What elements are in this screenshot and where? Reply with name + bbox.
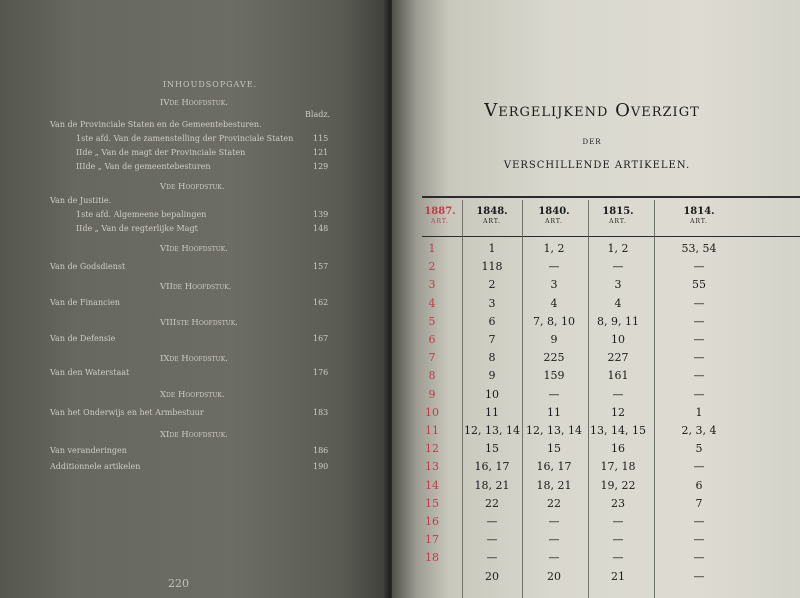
- table-cell: —: [486, 551, 498, 565]
- table-cell: —: [693, 515, 705, 528]
- table-cell: 118: [481, 260, 503, 274]
- column-year: 1887.: [424, 206, 456, 217]
- article-number: 11: [425, 424, 439, 437]
- table-cell: 16, 17: [536, 460, 572, 474]
- table-cell: 12, 13, 14: [526, 424, 582, 437]
- header-rule: [422, 236, 800, 237]
- toc-entry-page: 186: [313, 446, 329, 455]
- column-separator: [654, 200, 655, 598]
- toc-entry: Van de Provinciale Staten en de Gemeentebesturen.: [50, 120, 262, 129]
- table-cell: 159: [543, 369, 565, 383]
- table-cell: 19, 22: [600, 478, 636, 492]
- table-cell: 20: [547, 569, 561, 583]
- page-number: 220: [168, 577, 189, 590]
- table-cell: —: [693, 260, 705, 274]
- table-cell: —: [486, 515, 498, 528]
- table-cell: —: [693, 333, 705, 346]
- column-subheading: ART.: [483, 218, 501, 225]
- table-cell: 8, 9, 11: [597, 314, 639, 328]
- table-cell: 9: [488, 369, 496, 383]
- column-header-1: [410, 206, 470, 225]
- toc-chapter-heading: VIIde Hoofdstuk.: [160, 282, 232, 292]
- table-cell: 15: [485, 442, 499, 456]
- toc-entry: Van de Defensie: [50, 334, 116, 343]
- column-header-3: [524, 206, 584, 225]
- table-cell: 18, 21: [474, 478, 510, 492]
- toc-entry-page: 176: [313, 368, 329, 377]
- table-cell: 3: [614, 278, 622, 292]
- table-cell: 227: [607, 351, 629, 365]
- table-cell: 10: [611, 333, 625, 346]
- table-cell: 22: [547, 496, 561, 510]
- toc-entry-page: 162: [313, 298, 329, 307]
- toc-entry: IIde „ Van de regterlijke Magt: [76, 224, 198, 233]
- toc-entry-page: 115: [313, 134, 329, 143]
- table-cell: 12, 13, 14: [464, 424, 520, 437]
- toc-chapter-heading: XIde Hoofdstuk.: [160, 430, 228, 440]
- table-cell: 3: [550, 278, 558, 292]
- article-number: 14: [425, 478, 439, 492]
- toc-entry: Van de Justitie.: [50, 196, 112, 205]
- toc-entry: Van het Onderwijs en het Armbestuur: [50, 408, 204, 417]
- toc-entry: IIIde „ Van de gemeentebesturen: [76, 162, 211, 171]
- table-cell: 1, 2: [607, 242, 629, 255]
- toc-chapter-heading: Xde Hoofdstuk.: [160, 390, 225, 400]
- toc-entry: Van de Godsdienst: [50, 262, 126, 271]
- table-cell: 16: [611, 442, 625, 456]
- top-rule: [422, 196, 800, 198]
- toc-entry: Additionnele artikelen: [50, 462, 141, 471]
- table-cell: —: [612, 533, 624, 547]
- table-cell: —: [693, 296, 705, 310]
- column-year: 1814.: [683, 206, 715, 217]
- article-number: 15: [425, 496, 439, 510]
- table-title: Vergelijkend Overzigt: [484, 100, 700, 121]
- toc-entry-page: 129: [313, 162, 329, 171]
- article-number: 8: [428, 369, 436, 383]
- table-cell: 1, 2: [543, 242, 565, 255]
- table-title-der: DER: [582, 138, 602, 146]
- table-cell: —: [693, 351, 705, 365]
- table-cell: 1: [695, 405, 703, 419]
- article-number: 9: [428, 387, 436, 401]
- toc-entry-page: 148: [313, 224, 329, 233]
- toc-column-label: Bladz.: [305, 110, 331, 119]
- table-cell: 7: [488, 333, 496, 346]
- toc-chapter-heading: VIIIste Hoofdstuk.: [160, 318, 238, 328]
- table-cell: 11: [547, 405, 561, 419]
- toc-chapter-heading: VIde Hoofdstuk.: [160, 244, 228, 254]
- table-cell: 23: [611, 496, 625, 510]
- article-number: 12: [425, 442, 439, 456]
- table-cell: 4: [550, 296, 558, 310]
- table-cell: 8: [488, 351, 496, 365]
- table-cell: 12: [611, 405, 625, 419]
- toc-chapter-heading: IXde Hoofdstuk.: [160, 354, 228, 364]
- table-cell: —: [612, 551, 624, 565]
- table-cell: 55: [692, 278, 706, 292]
- table-cell: —: [693, 533, 705, 547]
- toc-entry-page: 121: [313, 148, 329, 157]
- article-number: 1: [428, 242, 436, 255]
- column-subheading: ART.: [690, 218, 708, 225]
- table-cell: —: [693, 460, 705, 474]
- table-cell: 161: [607, 369, 629, 383]
- table-cell: —: [486, 533, 498, 547]
- toc-header: INHOUDSOPGAVE.: [162, 80, 258, 89]
- table-cell: —: [548, 387, 560, 401]
- article-number: 2: [428, 260, 436, 274]
- article-number: 5: [428, 314, 436, 328]
- table-cell: —: [612, 515, 624, 528]
- toc-entry-page: 139: [313, 210, 329, 219]
- column-year: 1815.: [602, 206, 634, 217]
- table-cell: —: [693, 569, 705, 583]
- toc-entry-page: 183: [313, 408, 329, 417]
- table-cell: 53, 54: [681, 242, 717, 255]
- toc-entry: Van de Financien: [50, 298, 121, 307]
- table-cell: 2, 3, 4: [681, 424, 717, 437]
- article-number: 13: [425, 460, 439, 474]
- article-number: 7: [428, 351, 436, 365]
- table-cell: 15: [547, 442, 561, 456]
- toc-entry: 1ste afd. Algemeene bepalingen: [76, 210, 207, 219]
- table-cell: 6: [695, 478, 703, 492]
- table-cell: 7: [695, 496, 703, 510]
- column-year: 1848.: [476, 206, 508, 217]
- article-number: 4: [428, 296, 436, 310]
- column-header-4: [588, 206, 648, 225]
- toc-entry: Van veranderingen: [50, 446, 127, 455]
- article-number: 16: [425, 515, 439, 528]
- toc-chapter-heading: IVde Hoofdstuk.: [160, 98, 228, 108]
- table-cell: 10: [485, 387, 499, 401]
- toc-entry: 1ste afd. Van de zamenstelling der Provinciale Staten: [76, 134, 294, 143]
- table-cell: —: [693, 314, 705, 328]
- toc-entry-page: 167: [313, 334, 329, 343]
- table-cell: —: [548, 515, 560, 528]
- table-cell: 6: [488, 314, 496, 328]
- column-year: 1840.: [538, 206, 570, 217]
- toc-entry-page: 190: [313, 462, 329, 471]
- table-cell: 9: [550, 333, 558, 346]
- toc-entry-page: 157: [313, 262, 329, 271]
- column-header-2: [462, 206, 522, 225]
- article-number: 17: [425, 533, 439, 547]
- table-cell: —: [548, 260, 560, 274]
- table-cell: —: [612, 260, 624, 274]
- table-cell: 18, 21: [536, 478, 572, 492]
- table-cell: 17, 18: [600, 460, 636, 474]
- table-cell: 5: [695, 442, 703, 456]
- table-cell: —: [693, 369, 705, 383]
- table-cell: 1: [488, 242, 496, 255]
- article-number: 6: [428, 333, 436, 346]
- table-cell: —: [548, 533, 560, 547]
- table-cell: 16, 17: [474, 460, 510, 474]
- table-cell: 20: [485, 569, 499, 583]
- table-cell: 21: [611, 569, 625, 583]
- toc-entry: IIde „ Van de magt der Provinciale Staten: [76, 148, 246, 157]
- toc-entry: Van den Waterstaat: [50, 368, 130, 377]
- left-page: [0, 0, 388, 598]
- article-number: 10: [425, 405, 439, 419]
- table-subtitle: VERSCHILLENDE ARTIKELEN.: [503, 160, 691, 171]
- column-header-5: [669, 206, 729, 225]
- column-subheading: ART.: [431, 218, 449, 225]
- table-cell: 2: [488, 278, 496, 292]
- right-page: [392, 0, 800, 598]
- table-cell: —: [693, 551, 705, 565]
- table-cell: 22: [485, 496, 499, 510]
- table-cell: 11: [485, 405, 499, 419]
- table-cell: 7, 8, 10: [533, 314, 575, 328]
- toc-chapter-heading: Vde Hoofdstuk.: [160, 182, 225, 192]
- table-cell: 13, 14, 15: [590, 424, 646, 437]
- table-cell: —: [612, 387, 624, 401]
- article-number: 3: [428, 278, 436, 292]
- column-subheading: ART.: [545, 218, 563, 225]
- article-number: 18: [425, 551, 439, 565]
- table-cell: 225: [543, 351, 565, 365]
- table-cell: 3: [488, 296, 496, 310]
- column-subheading: ART.: [609, 218, 627, 225]
- table-cell: 4: [614, 296, 622, 310]
- table-cell: —: [548, 551, 560, 565]
- table-cell: —: [693, 387, 705, 401]
